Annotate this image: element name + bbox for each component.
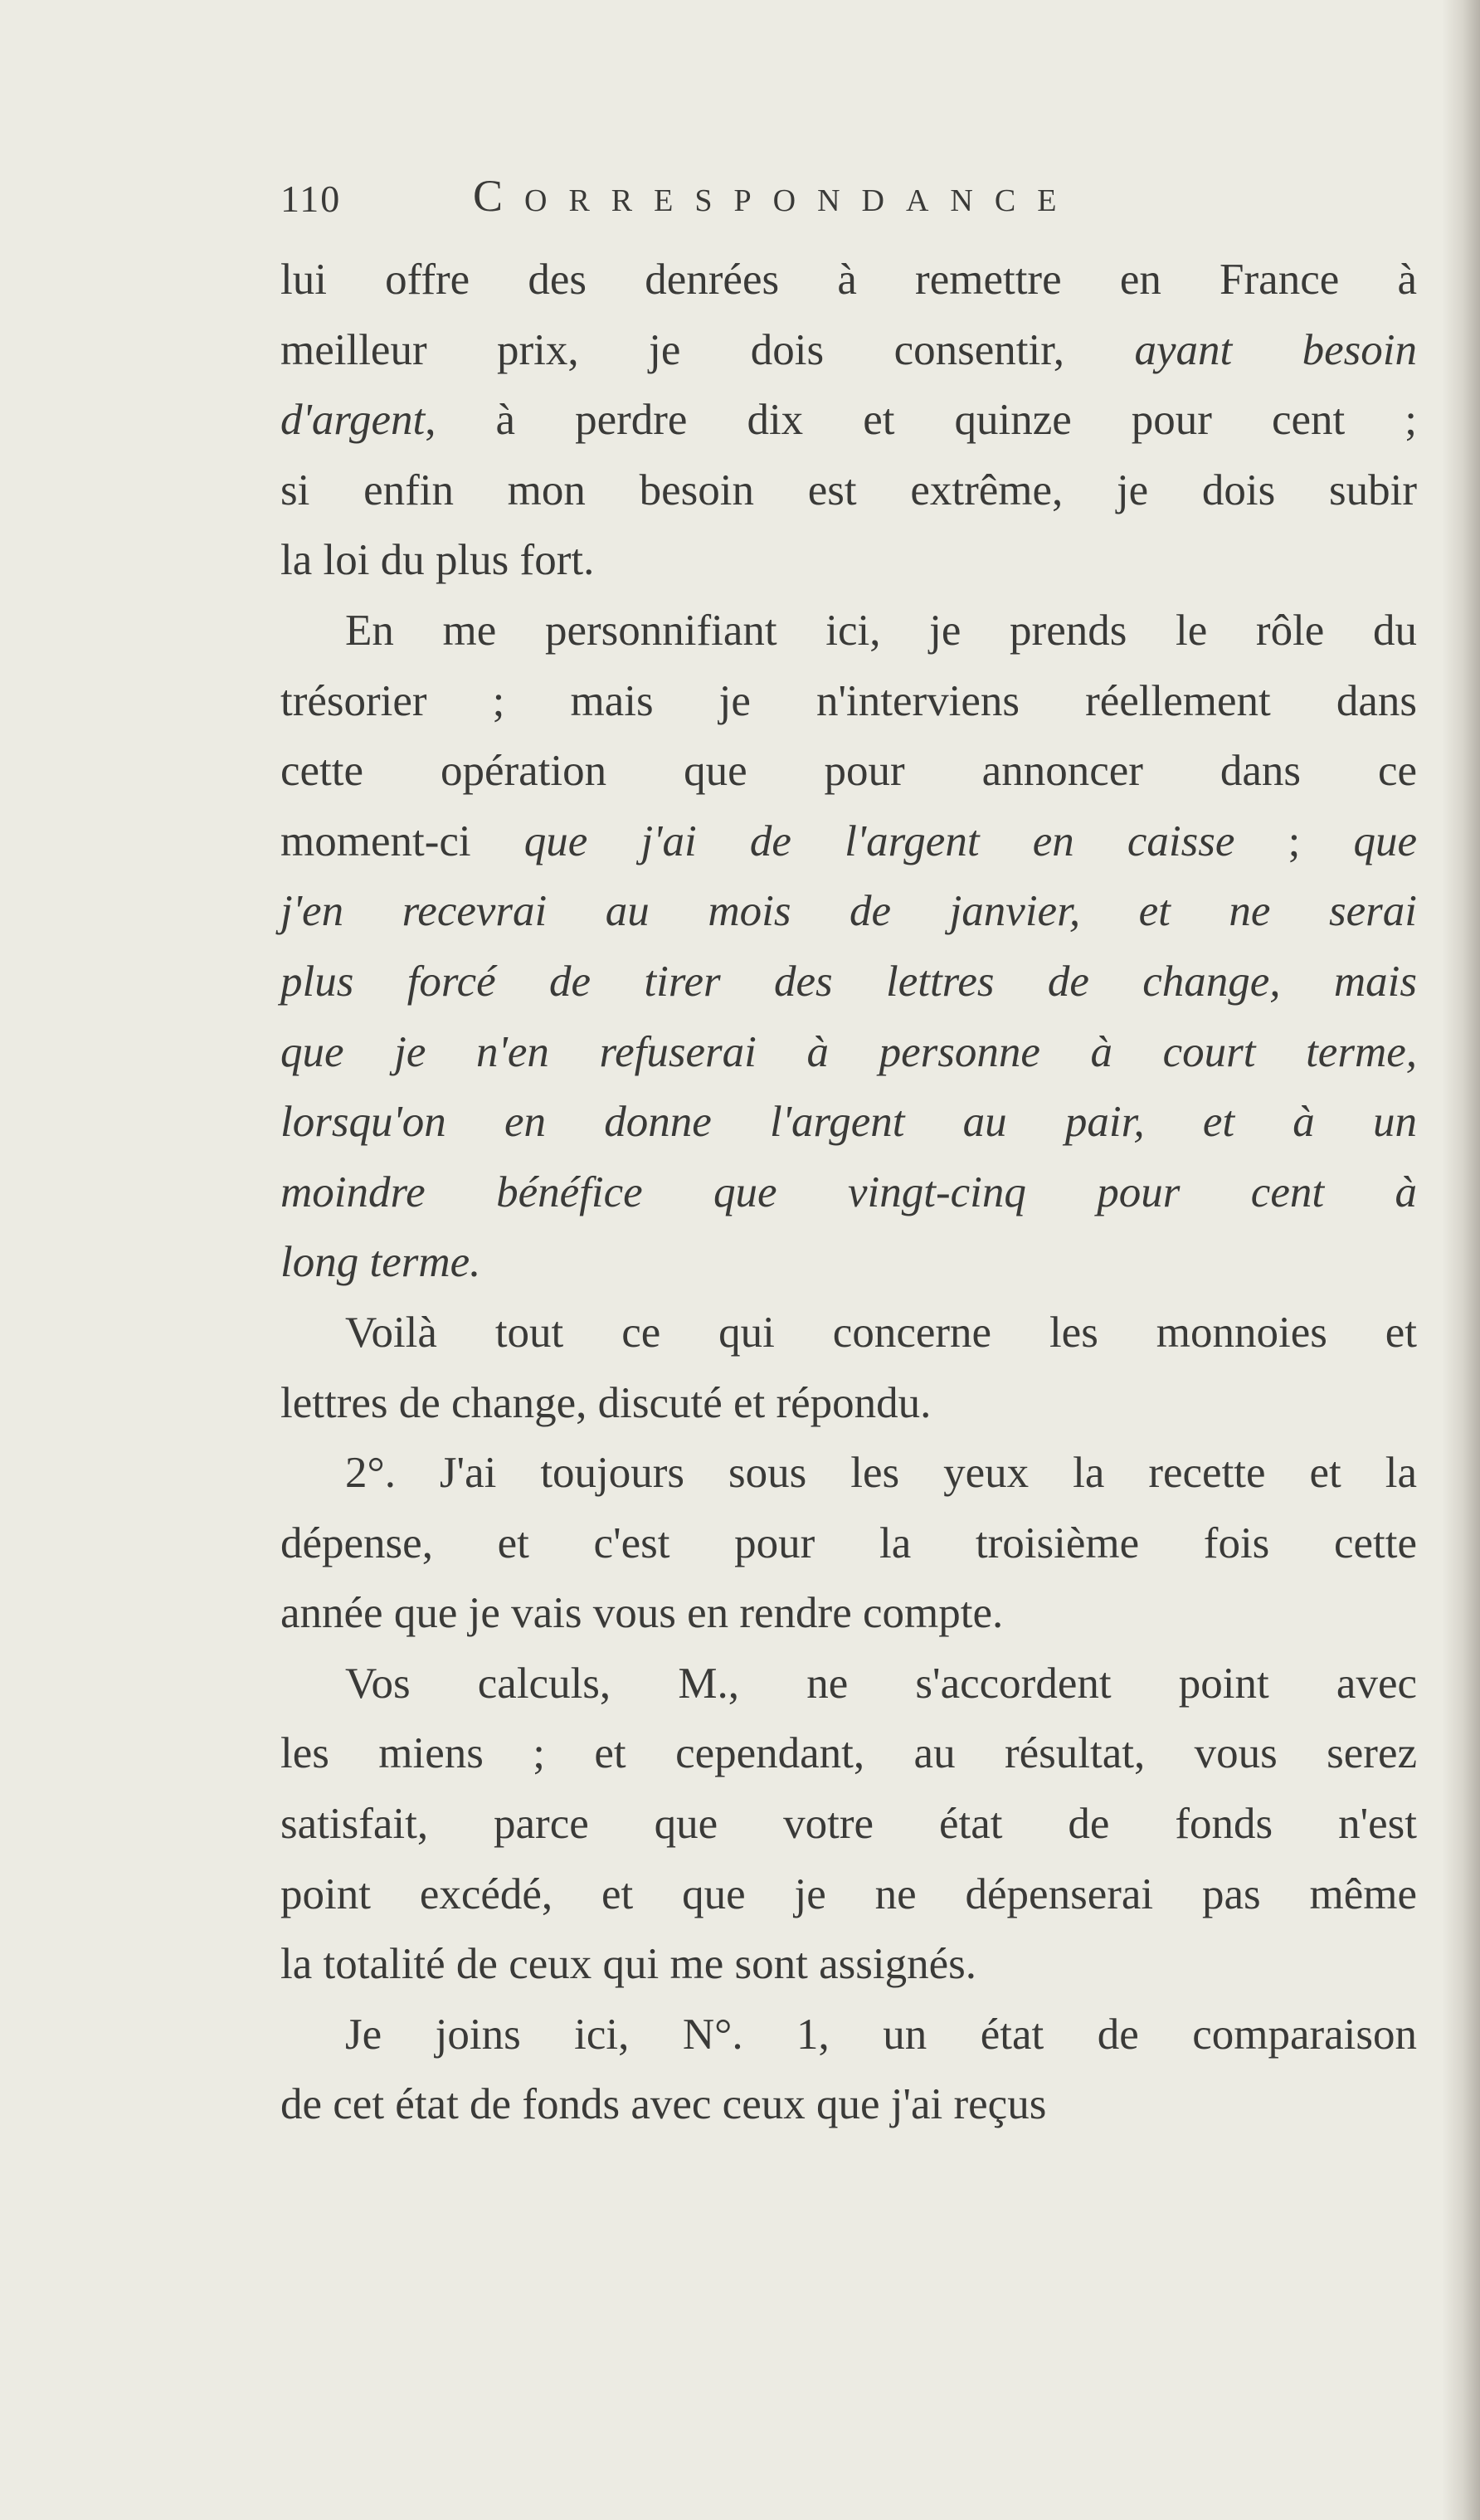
text-line <box>280 2000 1417 2070</box>
italic-text-segment: lorsqu'on en donne l'argent au pair, et à un <box>280 1098 1417 1147</box>
text-segment: En me personnifiant ici, je prends le rôle du <box>345 606 1417 655</box>
text-segment: lui offre des denrées à remettre en France à <box>280 256 1417 304</box>
text-line <box>280 1368 1417 1439</box>
text-segment: les miens ; et cependant, au résultat, vous serez <box>280 1729 1417 1778</box>
text-line <box>280 525 1417 596</box>
text-segment: dépense, et c'est pour la troisième fois cette <box>280 1518 1417 1567</box>
text-line <box>280 1718 1417 1789</box>
running-title: Correspondance <box>473 171 1078 221</box>
text-line <box>280 947 1417 1017</box>
text-line <box>280 385 1417 456</box>
italic-text-segment: que <box>1353 816 1417 865</box>
text-line <box>280 876 1417 947</box>
text-segment: la totalité de ceux qui me sont assignés. <box>280 1940 976 1989</box>
italic-text-segment: que je n'en refuserai à personne à court terme, <box>280 1027 1417 1076</box>
text-line <box>280 456 1417 526</box>
text-line <box>280 2069 1417 2140</box>
text-line <box>280 1509 1417 1579</box>
text-segment: de cet état de fonds avec ceux que j'ai reçus <box>280 2080 1047 2129</box>
text-line <box>280 1087 1417 1158</box>
text-line <box>280 315 1417 386</box>
text-segment: meilleur prix, je dois consentir, <box>280 325 1135 374</box>
text-segment: si enfin mon besoin est extrême, je dois subir <box>280 465 1417 514</box>
text-segment: lettres de change, discuté et répondu. <box>280 1378 932 1427</box>
text-segment: cette opération que pour annoncer dans ce <box>280 747 1417 796</box>
text-line <box>280 1017 1417 1088</box>
text-line <box>280 1860 1417 1930</box>
text-segment: 2°. J'ai toujours sous les yeux la recette et la <box>345 1449 1417 1498</box>
italic-text-segment: j'en recevrai au mois de janvier, et ne serai <box>280 887 1417 936</box>
text-segment: Voilà tout ce qui concerne les monnoies et <box>345 1308 1417 1357</box>
italic-text-segment: long terme. <box>280 1238 481 1287</box>
italic-text-segment: plus forcé de tirer des lettres de change, mais <box>280 957 1417 1006</box>
text-line <box>280 1929 1417 2000</box>
text-line <box>280 1158 1417 1228</box>
text-segment: moment-ci <box>280 816 524 865</box>
text-segment: ; <box>1234 816 1354 865</box>
text-segment: point excédé, et que je ne dépenserai pas même <box>280 1869 1417 1918</box>
body-text <box>280 245 1417 2140</box>
text-line <box>280 245 1417 315</box>
page-header <box>280 170 1417 236</box>
page-number: 110 <box>280 178 342 220</box>
text-line <box>280 1789 1417 1860</box>
text-line <box>280 666 1417 737</box>
text-segment: Je joins ici, N°. 1, un état de comparaison <box>345 2010 1417 2059</box>
text-line <box>280 1298 1417 1368</box>
text-line <box>280 736 1417 807</box>
italic-text-segment: que j'ai de l'argent en caisse <box>523 816 1235 865</box>
italic-text-segment: moindre bénéfice que vingt-cinq pour cent à <box>280 1167 1417 1216</box>
text-line <box>280 1578 1417 1649</box>
text-line <box>280 807 1417 877</box>
text-segment: satisfait, parce que votre état de fonds n'est <box>280 1800 1417 1849</box>
text-line <box>280 1649 1417 1719</box>
text-segment: Vos calculs, M., ne s'accordent point avec <box>345 1659 1417 1708</box>
page-gutter-shadow <box>1442 0 1480 2520</box>
text-line <box>280 1227 1417 1298</box>
italic-text-segment: d'argent <box>280 396 426 445</box>
text-segment: , à perdre dix et quinze pour cent ; <box>425 396 1417 445</box>
text-line <box>280 596 1417 666</box>
text-segment: trésorier ; mais je n'interviens réellement dans <box>280 676 1417 725</box>
italic-text-segment: ayant besoin <box>1134 325 1418 374</box>
text-line <box>280 1438 1417 1509</box>
text-segment: la loi du plus fort. <box>280 536 595 585</box>
text-segment: année que je vais vous en rendre compte. <box>280 1589 1004 1638</box>
